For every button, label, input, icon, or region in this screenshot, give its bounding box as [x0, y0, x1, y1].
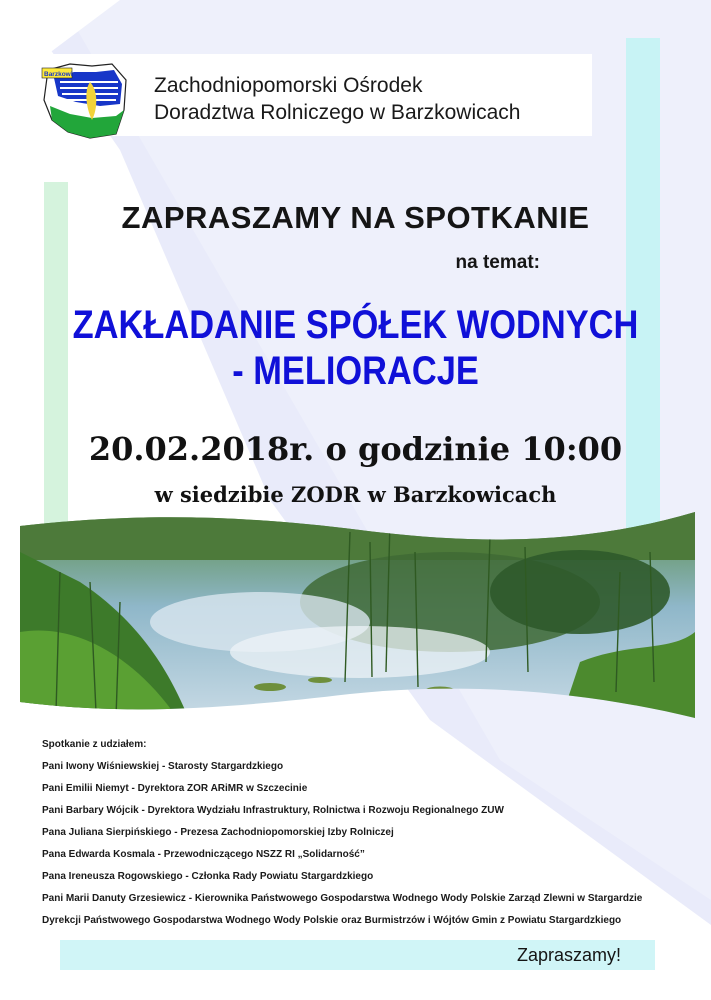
list-item: Pani Barbary Wójcik - Dyrektora Wydziału Infrastruktury, Rolnictwa i Rozwoju Regionalnego ZUW [42, 805, 504, 816]
meeting-location: w siedzibie ZODR w Barzkowicach [154, 482, 557, 507]
organization-name-line-2: Doradztwa Rolniczego w Barzkowicach [154, 101, 521, 124]
pond-photo [20, 512, 695, 722]
meeting-topic [50, 302, 661, 394]
logo-text: Barzkowice [44, 71, 80, 78]
list-item: Pana Juliana Sierpińskiego - Prezesa Zachodniopomorskiej Izby Rolniczej [42, 827, 394, 838]
list-item: Pani Iwony Wiśniewskiej - Starosty Stargardzkiego [42, 761, 284, 772]
attendees-list [42, 734, 662, 932]
list-item: Pana Ireneusza Rogowskiego - Członka Rady Powiatu Stargardzkiego [42, 871, 374, 882]
list-item: Pana Edwarda Kosmala - Przewodniczącego NSZZ RI „Solidarność” [42, 849, 365, 860]
meeting-date-time: 20.02.2018r. o godzinie 10:00 [88, 430, 623, 468]
meeting-topic-line-1: ZAKŁADANIE SPÓŁEK WODNYCH [72, 303, 639, 347]
organization-name [154, 72, 594, 126]
closing-text: Zapraszamy! [516, 945, 621, 965]
meeting-topic-line-2: - MELIORACJE [232, 349, 479, 393]
list-item: Dyrekcji Państwowego Gospodarstwa Wodnego Wody Polskie oraz Burmistrzów i Wójtów Gmin z Powiatu Stargardzkiego [42, 915, 622, 926]
list-item: Pani Marii Danuty Grzesiewicz - Kierownika Państwowego Gospodarstwa Wodnego Wody Polskie Zarząd Zlewni w Stargardzie [42, 893, 643, 904]
attendees-heading: Spotkanie z udziałem: [42, 739, 147, 750]
invitation-heading: ZAPRASZAMY NA SPOTKANIE [121, 200, 590, 235]
topic-label: na temat: [455, 252, 540, 273]
list-item: Pani Emilii Niemyt - Dyrektora ZOR ARiMR w Szczecinie [42, 783, 308, 794]
zodr-logo [40, 60, 132, 140]
organization-name-line-1: Zachodniopomorski Ośrodek [154, 74, 423, 97]
